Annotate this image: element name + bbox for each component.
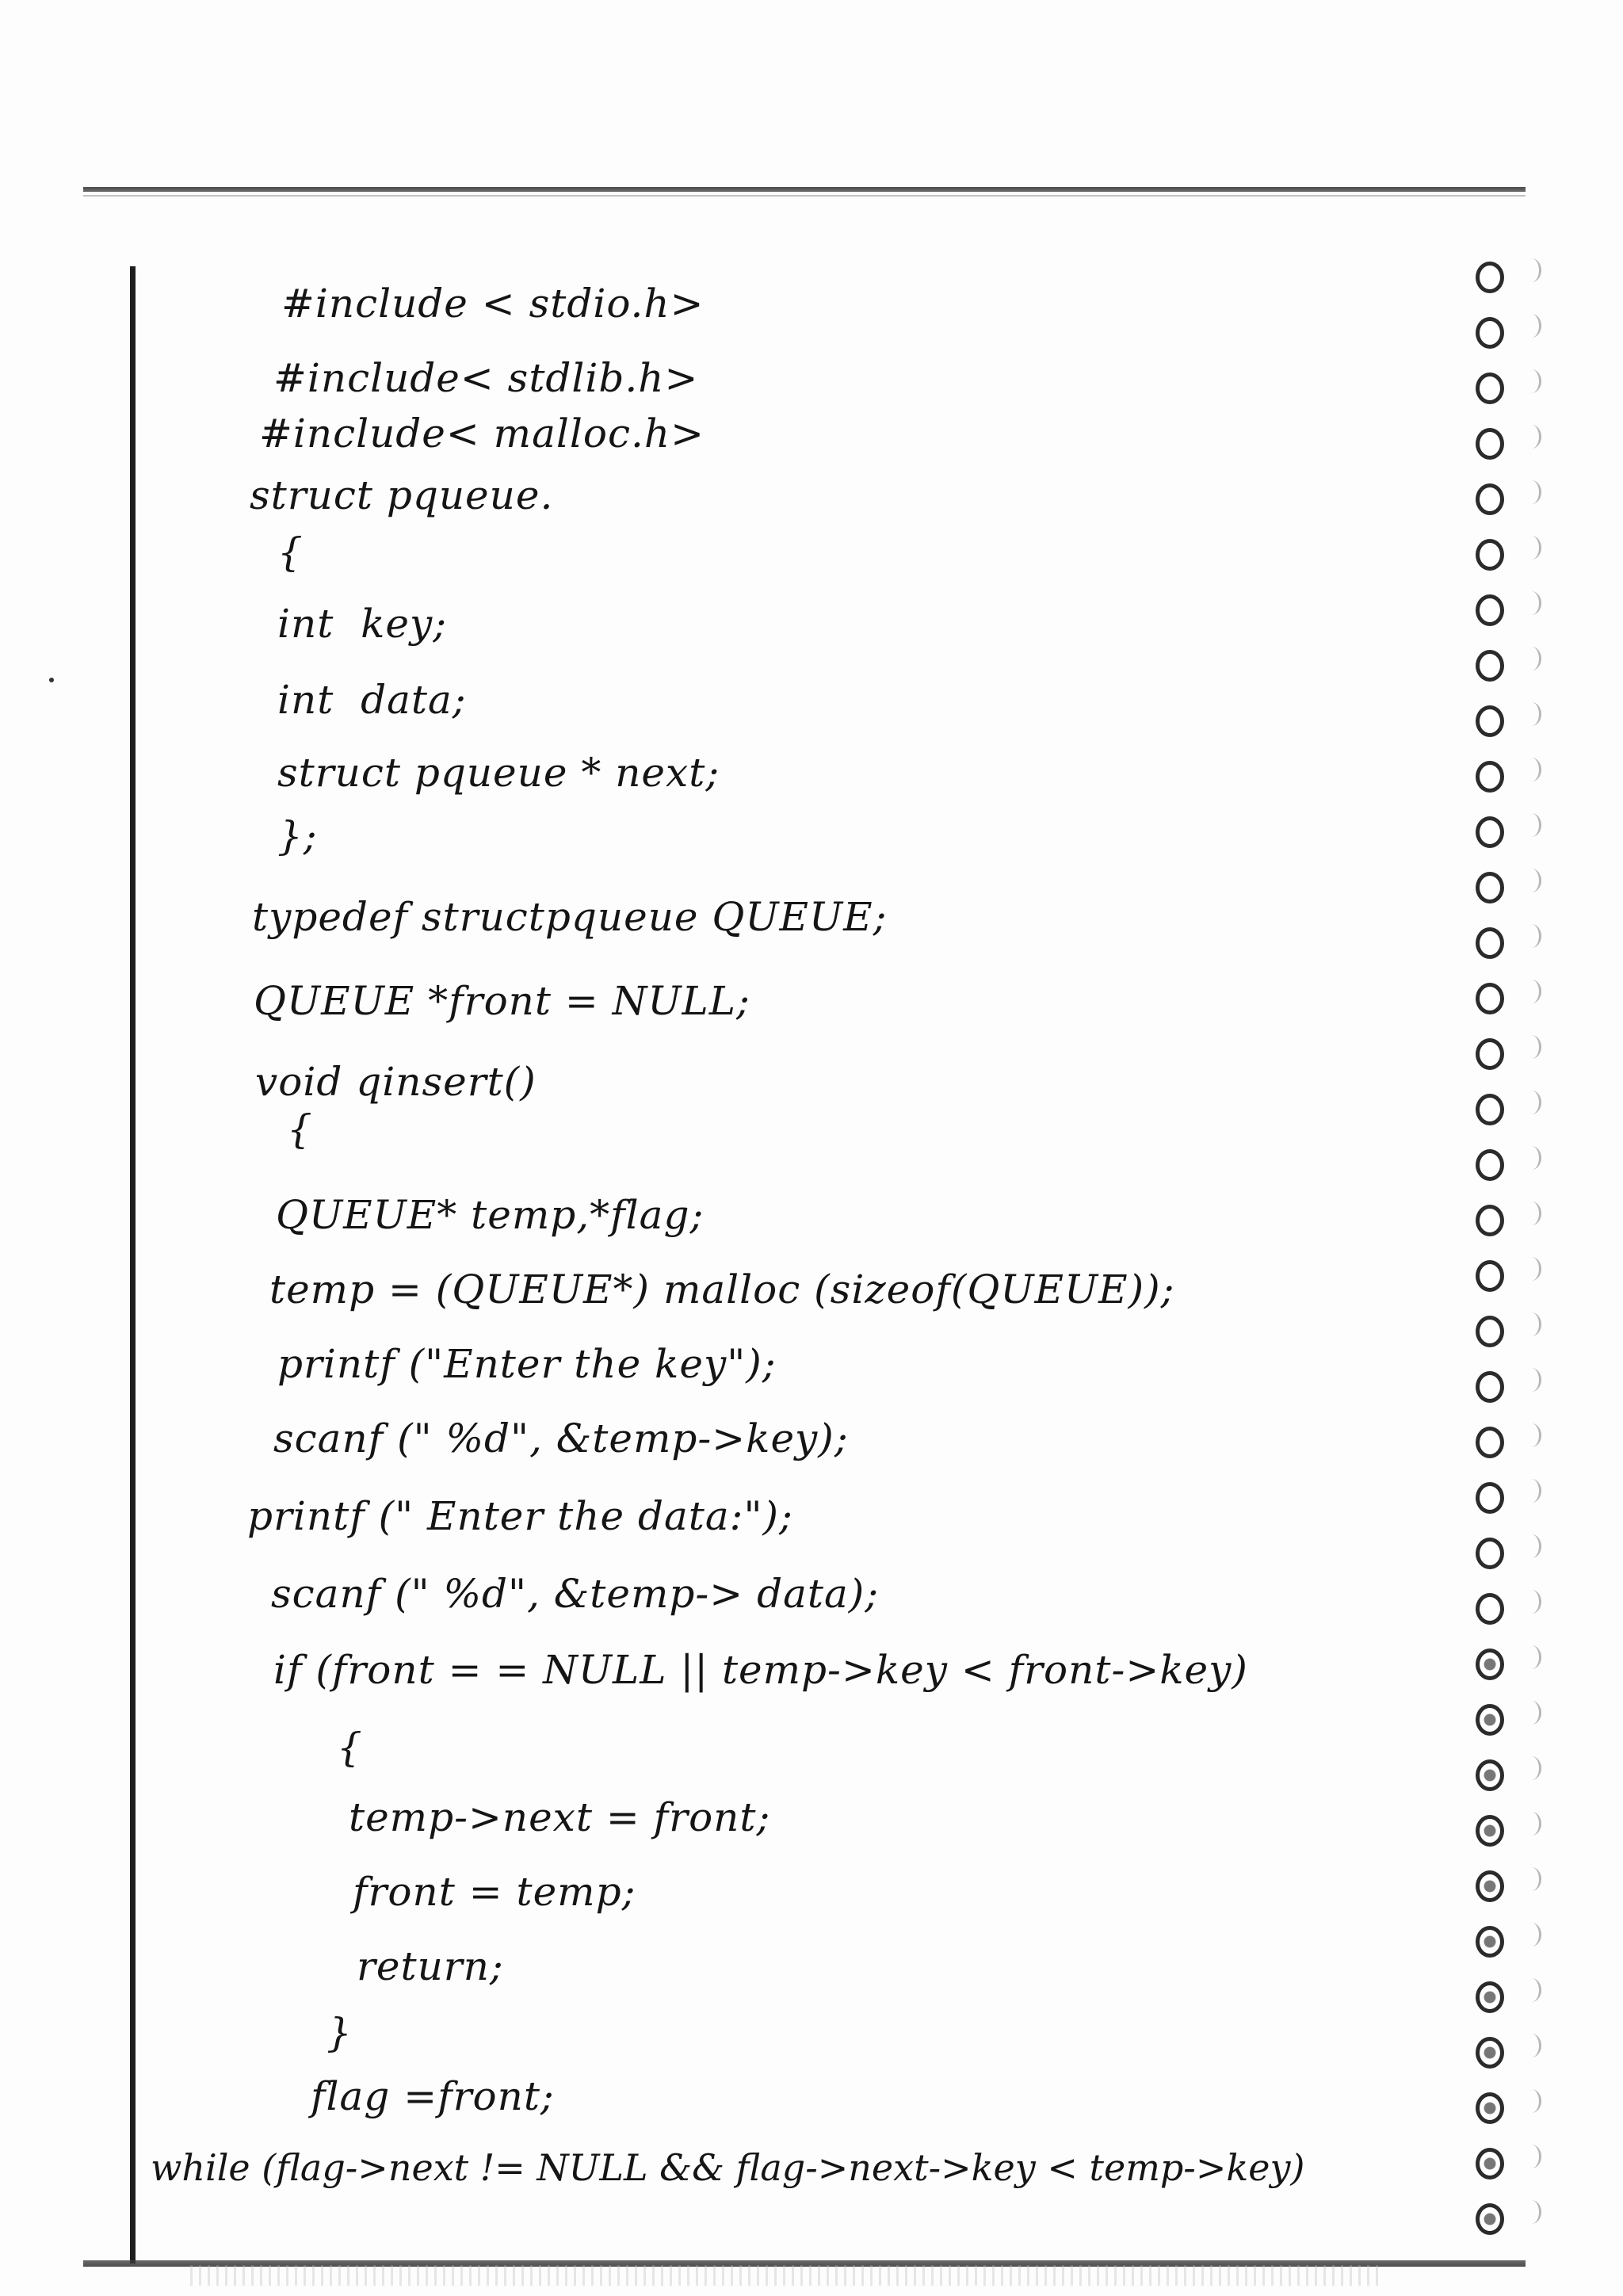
binding-hole bbox=[1476, 262, 1504, 293]
binding-ring bbox=[1522, 1201, 1541, 1225]
code-line-7: int data; bbox=[277, 677, 467, 723]
code-line-21: { bbox=[337, 1725, 363, 1771]
code-line-24: return; bbox=[357, 1943, 504, 1989]
binding-hole bbox=[1476, 705, 1504, 737]
binding-hole bbox=[1476, 483, 1504, 515]
code-line-27: while (flag->next != NULL && flag->next->key < temp->key) bbox=[151, 2146, 1305, 2189]
binding-hole bbox=[1476, 2203, 1504, 2235]
binding-ring bbox=[1522, 1423, 1541, 1447]
ink-dot bbox=[49, 678, 54, 682]
binding-ring bbox=[1522, 314, 1541, 338]
code-line-22: temp->next = front; bbox=[349, 1794, 771, 1840]
binding-ring bbox=[1522, 1534, 1541, 1558]
binding-ring bbox=[1522, 1756, 1541, 1780]
binding-hole bbox=[1476, 650, 1504, 682]
binding-hole bbox=[1476, 1427, 1504, 1458]
binding-ring bbox=[1522, 1368, 1541, 1392]
binding-ring bbox=[1522, 1812, 1541, 1836]
binding-ring bbox=[1522, 1590, 1541, 1614]
left-margin-line bbox=[130, 266, 136, 2264]
code-line-26: flag =front; bbox=[311, 2073, 555, 2119]
top-ruled-line-shadow bbox=[83, 195, 1526, 197]
binding-hole bbox=[1476, 1482, 1504, 1514]
binding-ring bbox=[1522, 702, 1541, 726]
binding-hole bbox=[1476, 816, 1504, 848]
binding-hole bbox=[1476, 372, 1504, 404]
binding-hole bbox=[1476, 1260, 1504, 1292]
binding-ring bbox=[1522, 591, 1541, 615]
binding-ring bbox=[1522, 1146, 1541, 1170]
binding-ring bbox=[1522, 647, 1541, 670]
binding-hole bbox=[1476, 2092, 1504, 2124]
binding-ring bbox=[1522, 480, 1541, 504]
binding-ring bbox=[1522, 1091, 1541, 1114]
binding-ring bbox=[1522, 924, 1541, 948]
binding-hole bbox=[1476, 2148, 1504, 2179]
scan-noise bbox=[190, 2265, 1379, 2286]
code-line-11: QUEUE *front = NULL; bbox=[254, 978, 750, 1024]
top-ruled-line bbox=[83, 187, 1526, 192]
code-line-4: struct pqueue. bbox=[250, 472, 554, 518]
binding-hole bbox=[1476, 1870, 1504, 1902]
binding-hole bbox=[1476, 872, 1504, 904]
binding-ring bbox=[1522, 1312, 1541, 1336]
code-line-14: QUEUE* temp,*flag; bbox=[276, 1192, 705, 1238]
code-line-6: int key; bbox=[277, 601, 448, 647]
binding-ring bbox=[1522, 1479, 1541, 1503]
binding-hole bbox=[1476, 1704, 1504, 1736]
binding-hole bbox=[1476, 1205, 1504, 1236]
binding-ring bbox=[1522, 258, 1541, 282]
code-line-16: printf ("Enter the key"); bbox=[277, 1341, 777, 1387]
binding-ring bbox=[1522, 369, 1541, 393]
binding-ring bbox=[1522, 2200, 1541, 2224]
binding-hole bbox=[1476, 927, 1504, 959]
binding-ring bbox=[1522, 980, 1541, 1003]
code-line-9: }; bbox=[277, 813, 318, 859]
code-line-17: scanf (" %d", &temp->key); bbox=[273, 1415, 849, 1461]
binding-ring bbox=[1522, 2034, 1541, 2057]
code-line-3: #include< malloc.h> bbox=[259, 411, 705, 457]
binding-ring bbox=[1522, 813, 1541, 837]
binding-ring bbox=[1522, 536, 1541, 560]
code-line-13: { bbox=[287, 1106, 313, 1152]
code-line-23: front = temp; bbox=[353, 1869, 636, 1915]
binding-ring bbox=[1522, 869, 1541, 892]
binding-hole bbox=[1476, 1648, 1504, 1680]
binding-holes bbox=[1476, 262, 1547, 2275]
code-line-2: #include< stdlib.h> bbox=[273, 355, 699, 401]
binding-hole bbox=[1476, 1038, 1504, 1070]
code-line-15: temp = (QUEUE*) malloc (sizeof(QUEUE)); bbox=[269, 1266, 1175, 1312]
binding-ring bbox=[1522, 1257, 1541, 1281]
code-line-18: printf (" Enter the data:"); bbox=[247, 1493, 793, 1539]
code-line-1: #include < stdio.h> bbox=[281, 281, 705, 327]
code-line-8: struct pqueue * next; bbox=[277, 750, 720, 796]
binding-ring bbox=[1522, 1701, 1541, 1725]
binding-hole bbox=[1476, 539, 1504, 571]
code-line-19: scanf (" %d", &temp-> data); bbox=[271, 1571, 880, 1617]
binding-hole bbox=[1476, 1371, 1504, 1403]
binding-ring bbox=[1522, 1035, 1541, 1059]
binding-ring bbox=[1522, 1867, 1541, 1891]
binding-hole bbox=[1476, 1149, 1504, 1181]
binding-ring bbox=[1522, 1978, 1541, 2002]
binding-ring bbox=[1522, 2089, 1541, 2113]
code-line-10: typedef structpqueue QUEUE; bbox=[252, 894, 888, 940]
code-line-25: } bbox=[327, 2010, 353, 2056]
binding-hole bbox=[1476, 1316, 1504, 1347]
code-line-5: { bbox=[277, 529, 304, 575]
binding-ring bbox=[1522, 2145, 1541, 2168]
binding-ring bbox=[1522, 425, 1541, 449]
code-line-12: void qinsert() bbox=[255, 1059, 537, 1105]
binding-hole bbox=[1476, 317, 1504, 349]
binding-hole bbox=[1476, 1593, 1504, 1625]
binding-hole bbox=[1476, 761, 1504, 793]
binding-hole bbox=[1476, 983, 1504, 1014]
binding-hole bbox=[1476, 1926, 1504, 1958]
binding-ring bbox=[1522, 1923, 1541, 1946]
binding-hole bbox=[1476, 594, 1504, 626]
binding-hole bbox=[1476, 2037, 1504, 2069]
binding-hole bbox=[1476, 1094, 1504, 1125]
binding-hole bbox=[1476, 1981, 1504, 2013]
binding-hole bbox=[1476, 428, 1504, 460]
binding-ring bbox=[1522, 758, 1541, 781]
binding-hole bbox=[1476, 1815, 1504, 1847]
code-line-20: if (front = = NULL || temp->key < front->key) bbox=[273, 1647, 1248, 1693]
binding-ring bbox=[1522, 1645, 1541, 1669]
binding-hole bbox=[1476, 1759, 1504, 1791]
binding-hole bbox=[1476, 1538, 1504, 1569]
